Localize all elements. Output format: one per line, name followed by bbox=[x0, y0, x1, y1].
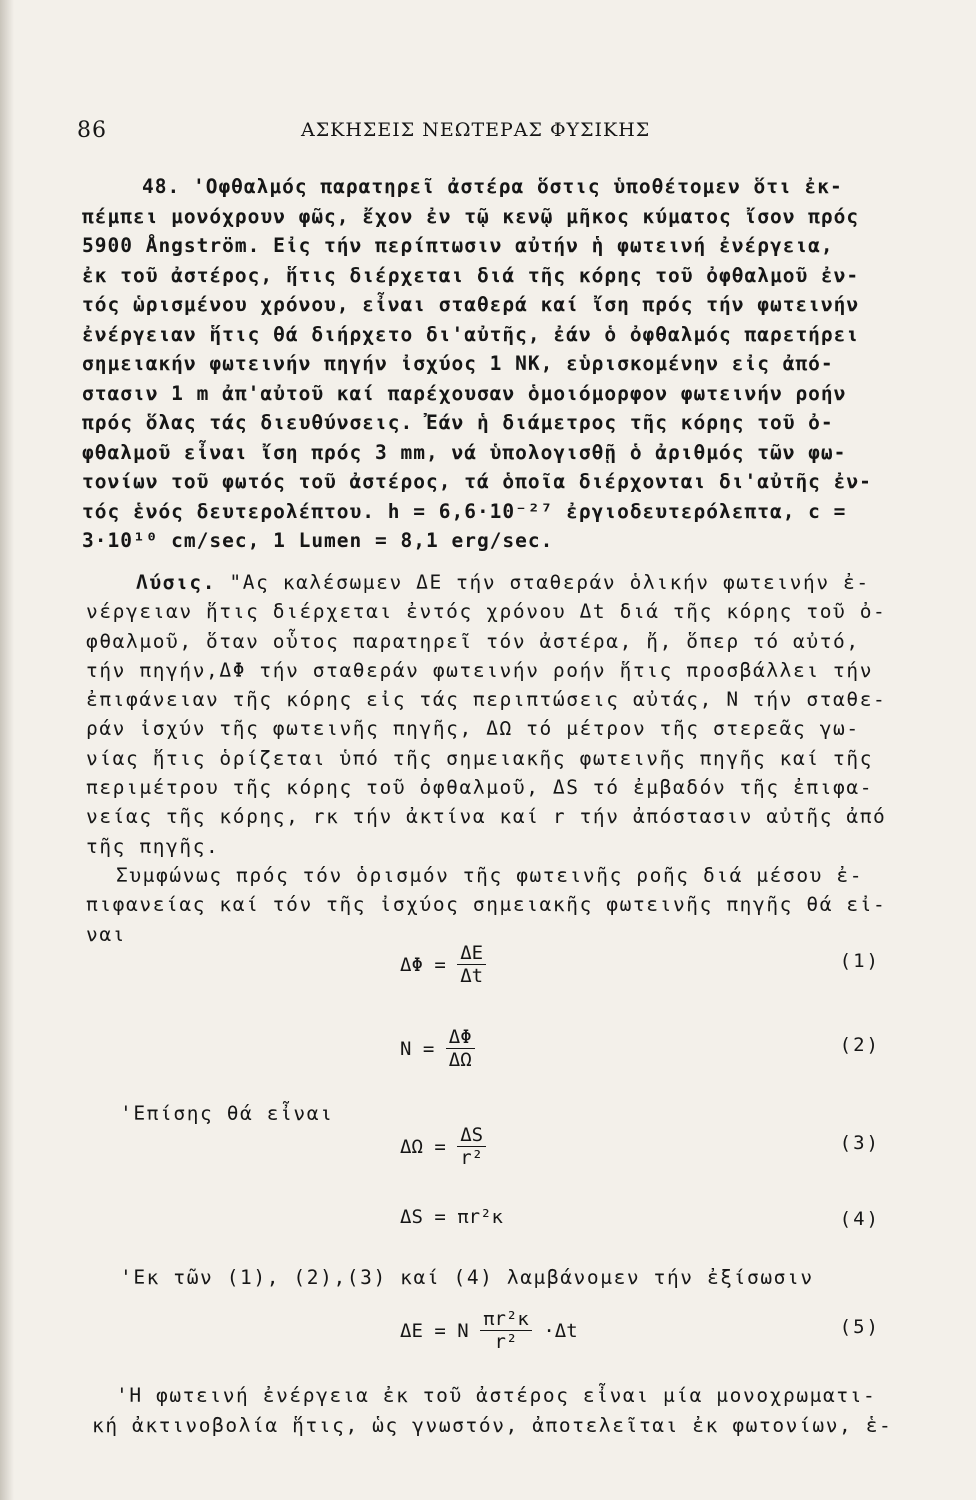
problem-line: φθαλμοῦ εἶναι ἴση πρός 3 mm, νά ὑπολογισθῇ ὁ ἀριθμός τῶν φω- bbox=[82, 440, 847, 464]
equation-number: (1) bbox=[839, 950, 880, 972]
solution-line: πιφανείας καί τόν τῆς ἰσχύος σημειακῆς φωτεινῆς πηγῆς θά εἰ- bbox=[86, 893, 887, 917]
closing-line: κή ἀκτινοβολία ἥτις, ὡς γνωστόν, ἀποτελεῖται ἐκ φωτονίων, ἑ- bbox=[92, 1414, 893, 1437]
problem-line: τός ἑνός δευτερολέπτου. h = 6,6·10⁻²⁷ ἐργιοδευτερόλεπτα, c = bbox=[82, 499, 847, 523]
equation-number: (4) bbox=[839, 1208, 880, 1230]
solution-line: τήν πηγήν,ΔΦ τήν σταθεράν φωτεινήν ροήν ἥτις προσβάλλει τήν bbox=[86, 658, 874, 682]
solution-line: ἐπιφάνειαν τῆς κόρης εἰς τάς περιπτώσεις αὐτάς, Ν τήν σταθε- bbox=[86, 688, 887, 712]
fraction-numerator: ΔΕ bbox=[457, 942, 486, 965]
page-number: 86 bbox=[77, 118, 107, 143]
fraction-numerator: πr²κ bbox=[480, 1308, 532, 1331]
fraction-numerator: ΔS bbox=[457, 1124, 486, 1147]
fraction-denominator: r² bbox=[460, 1147, 484, 1169]
equation-lhs: ΔΕ = Ν bbox=[400, 1319, 469, 1342]
solution-line: περιμέτρου τῆς κόρης τοῦ ὀφθαλμοῦ, ΔS τό ἐμβαδόν τῆς ἐπιφα- bbox=[86, 776, 874, 800]
problem-line: 5900 Ångström. Εἰς τήν περίπτωσιν αὐτήν ἡ φωτεινή ἐνέργεια, bbox=[82, 234, 834, 257]
equation-lhs: ΔΦ = bbox=[400, 953, 446, 976]
equation-fraction bbox=[480, 1308, 532, 1353]
equation-expression: ΔS = πr²κ bbox=[400, 1206, 503, 1228]
equation-4 bbox=[400, 1200, 880, 1246]
equation-3 bbox=[400, 1124, 880, 1170]
problem-line: πέμπει μονόχρουν φῶς, ἔχον ἐν τῷ κενῷ μῆκος κύματος ἴσον πρός bbox=[82, 204, 860, 228]
equation-fraction bbox=[446, 1026, 475, 1071]
equation-lhs: ΔΩ = bbox=[400, 1135, 446, 1158]
problem-line: 48. 'Οφθαλμός παρατηρεῖ ἀστέρα ὅστις ὑποθέτομεν ὅτι ἐκ- bbox=[142, 175, 843, 198]
solution-line: νείας τῆς κόρης, rκ τήν ἀκτίνα καί r τήν ἀπόστασιν αὐτῆς ἀπό bbox=[86, 805, 887, 829]
equation-2 bbox=[400, 1026, 880, 1072]
problem-line: πρός ὅλας τάς διευθύνσεις. Ἐάν ἡ διάμετρος τῆς κόρης τοῦ ὀ- bbox=[82, 411, 834, 434]
solution-line: Συμφώνως πρός τόν ὁρισμόν τῆς φωτεινῆς ροῆς διά μέσου ἐ- bbox=[116, 863, 864, 887]
solution-heading: Λύσις. bbox=[136, 571, 217, 594]
fraction-denominator: Δt bbox=[460, 965, 484, 987]
page-header bbox=[77, 118, 897, 148]
running-title: ΑΣΚΗΣΕΙΣ ΝΕΩΤΕΡΑΣ ΦΥΣΙΚΗΣ bbox=[301, 119, 651, 141]
equation-number: (2) bbox=[839, 1034, 880, 1056]
equation-number: (5) bbox=[839, 1316, 880, 1338]
transition-text: 'Εκ τῶν (1), (2),(3) καί (4) λαμβάνομεν τήν ἐξίσωσιν bbox=[120, 1266, 814, 1289]
solution-line: ναι bbox=[86, 922, 127, 946]
equation-1 bbox=[400, 942, 880, 988]
problem-line: σημειακήν φωτεινήν πηγήν ἰσχύος 1 ΝΚ, εὑρισκομένην εἰς ἀπό- bbox=[82, 352, 834, 375]
equation-5 bbox=[400, 1308, 880, 1354]
solution-line: τῆς πηγῆς. bbox=[86, 834, 220, 858]
transition-text: 'Επίσης θά εἶναι bbox=[120, 1102, 334, 1125]
solution-line: φθαλμοῦ, ὅταν οὗτος παρατηρεῖ τόν ἀστέρα, ἤ, ὅπερ τό αὐτό, bbox=[86, 629, 860, 653]
problem-line: ἐκ τοῦ ἀστέρος, ἥτις διέρχεται διά τῆς κόρης τοῦ ὀφθαλμοῦ ἐν- bbox=[82, 263, 860, 287]
solution-line bbox=[86, 568, 944, 597]
fraction-numerator: ΔΦ bbox=[446, 1026, 475, 1049]
equation-fraction bbox=[457, 942, 486, 987]
solution-line: ράν ἰσχύν τῆς φωτεινῆς πηγῆς, ΔΩ τό μέτρον τῆς στερεᾶς γω- bbox=[86, 717, 860, 741]
fraction-denominator: ΔΩ bbox=[448, 1049, 472, 1071]
equation-fraction bbox=[457, 1124, 486, 1169]
solution-text bbox=[86, 568, 944, 949]
problem-line: στασιν 1 m ἀπ'αὐτοῦ καί παρέχουσαν ὁμοιόμορφον φωτεινήν ροήν bbox=[82, 381, 847, 405]
solution-line: νίας ἥτις ὁρίζεται ὑπό τῆς σημειακῆς φωτεινῆς πηγῆς καί τῆς bbox=[86, 746, 874, 770]
solution-line-text: "Ας καλέσωμεν ΔΕ τήν σταθεράν ὁλικήν φωτεινήν ἐ- bbox=[216, 571, 870, 594]
problem-line: 3·10¹⁰ cm/sec, 1 Lumen = 8,1 erg/sec. bbox=[82, 529, 554, 552]
closing-line: 'Η φωτεινή ἐνέργεια ἐκ τοῦ ἀστέρος εἶναι μία μονοχρωματι- bbox=[116, 1384, 877, 1407]
problem-statement bbox=[82, 172, 940, 556]
equation-tail: ·Δt bbox=[543, 1319, 578, 1342]
equation-number: (3) bbox=[839, 1132, 880, 1154]
fraction-denominator: r² bbox=[494, 1331, 518, 1353]
problem-line: ἐνέργειαν ἥτις θά διήρχετο δι'αὐτῆς, ἐάν ὁ ὀφθαλμός παρετήρει bbox=[82, 322, 860, 346]
page-gutter-shadow bbox=[0, 0, 14, 1500]
problem-line: τονίων τοῦ φωτός τοῦ ἀστέρος, τά ὁποῖα διέρχονται δι'αὐτῆς ἐν- bbox=[82, 470, 872, 493]
solution-line: νέργειαν ἥτις διέρχεται ἐντός χρόνου Δt διά τῆς κόρης τοῦ ὀ- bbox=[86, 600, 887, 624]
problem-line: τός ὡρισμένου χρόνου, εἶναι σταθερά καί ἴση πρός τήν φωτεινήν bbox=[82, 293, 860, 316]
equation-lhs: Ν = bbox=[400, 1037, 435, 1060]
